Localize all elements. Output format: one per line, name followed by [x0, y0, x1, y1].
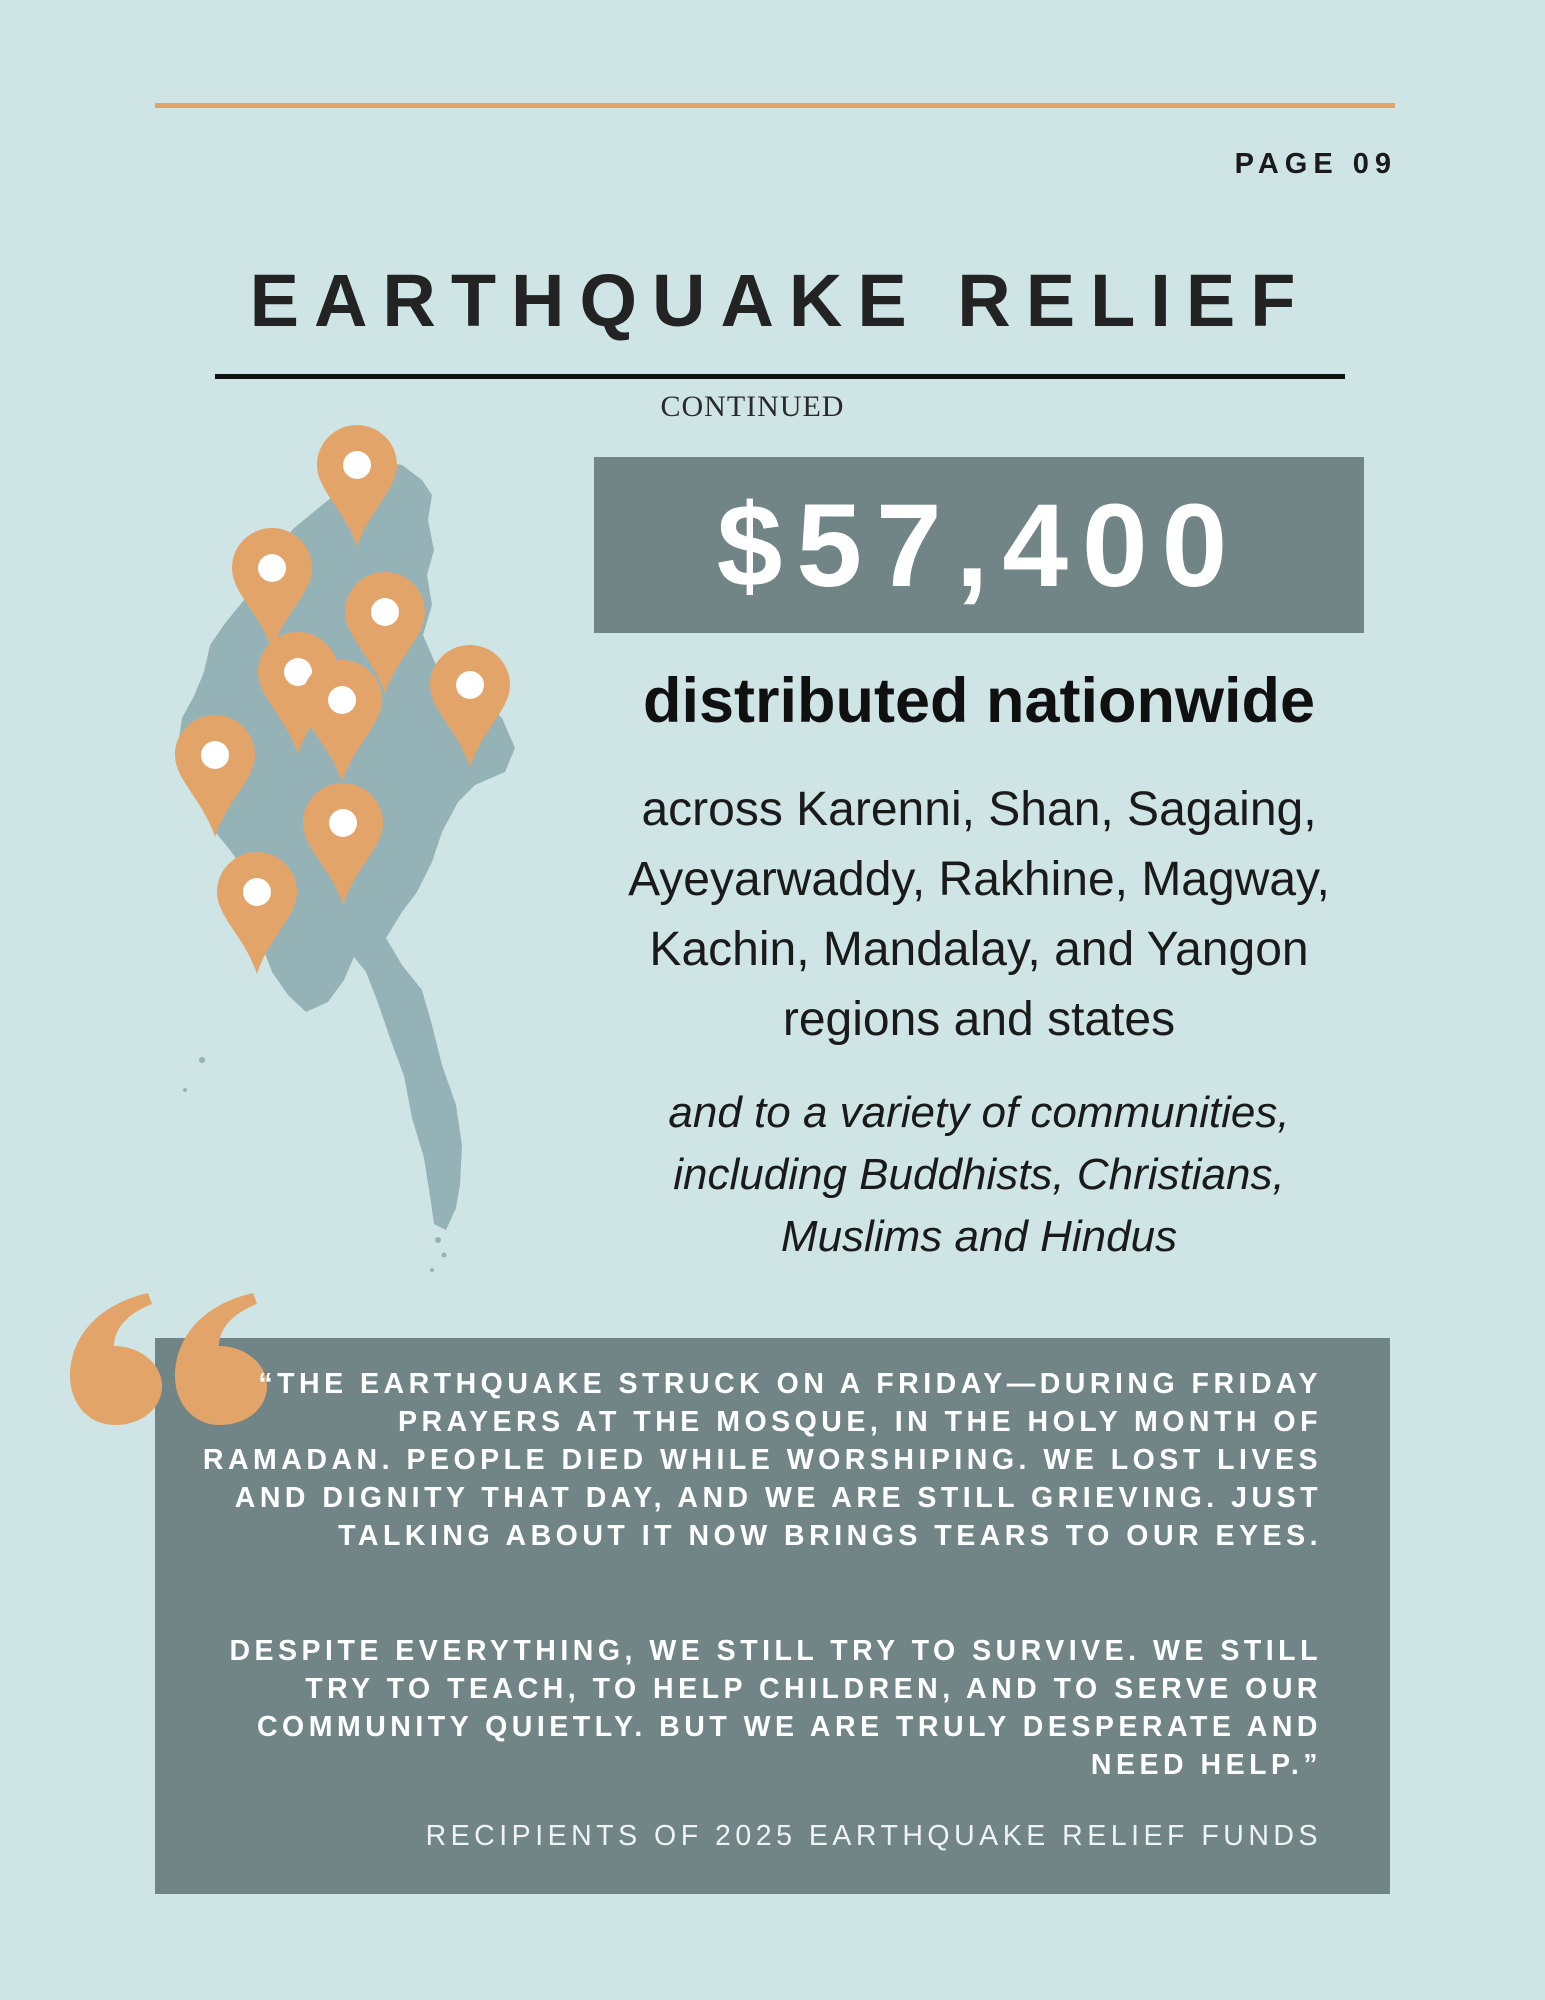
- quote-attribution: RECIPIENTS OF 2025 EARTHQUAKE RELIEF FUNDS: [425, 1820, 1322, 1852]
- quote-paragraph-1: “THE EARTHQUAKE STRUCK ON A FRIDAY—DURING FRIDAY PRAYERS AT THE MOSQUE, IN THE HOLY MONTH OF RAMADAN. PEOPLE DIED WHILE WORSHIPING. WE LOST LIVES AND DIGNITY THAT DAY, AND WE ARE STILL GRIEVING. JUST TALKING ABOUT IT NOW BRINGS TEARS TO OUR EYES.: [202, 1368, 1322, 1552]
- page-subtitle: CONTINUED: [660, 390, 845, 423]
- myanmar-map-icon: [140, 400, 560, 1300]
- amount-panel: [594, 457, 1364, 633]
- title-underline: [215, 374, 1345, 379]
- top-accent-rule: [155, 103, 1395, 108]
- regions-text: across Karenni, Shan, Sagaing, Ayeyarwaddy, Rakhine, Magway, Kachin, Mandalay, and Yangon regions and states: [628, 783, 1330, 1046]
- quote-paragraph-2: DESPITE EVERYTHING, WE STILL TRY TO SURVIVE. WE STILL TRY TO TEACH, TO HELP CHILDREN, AND TO SERVE OUR COMMUNITY QUIETLY. BUT WE ARE TRULY DESPERATE AND NEED HELP.”: [229, 1635, 1322, 1781]
- page-title: EARTHQUAKE RELIEF: [249, 259, 1311, 342]
- page-number: PAGE 09: [1234, 148, 1397, 180]
- amount-value: $57,400: [716, 480, 1242, 612]
- distribution-heading: distributed nationwide: [643, 666, 1315, 736]
- communities-text: and to a variety of communities, including Buddhists, Christians, Muslims and Hindus: [668, 1088, 1290, 1261]
